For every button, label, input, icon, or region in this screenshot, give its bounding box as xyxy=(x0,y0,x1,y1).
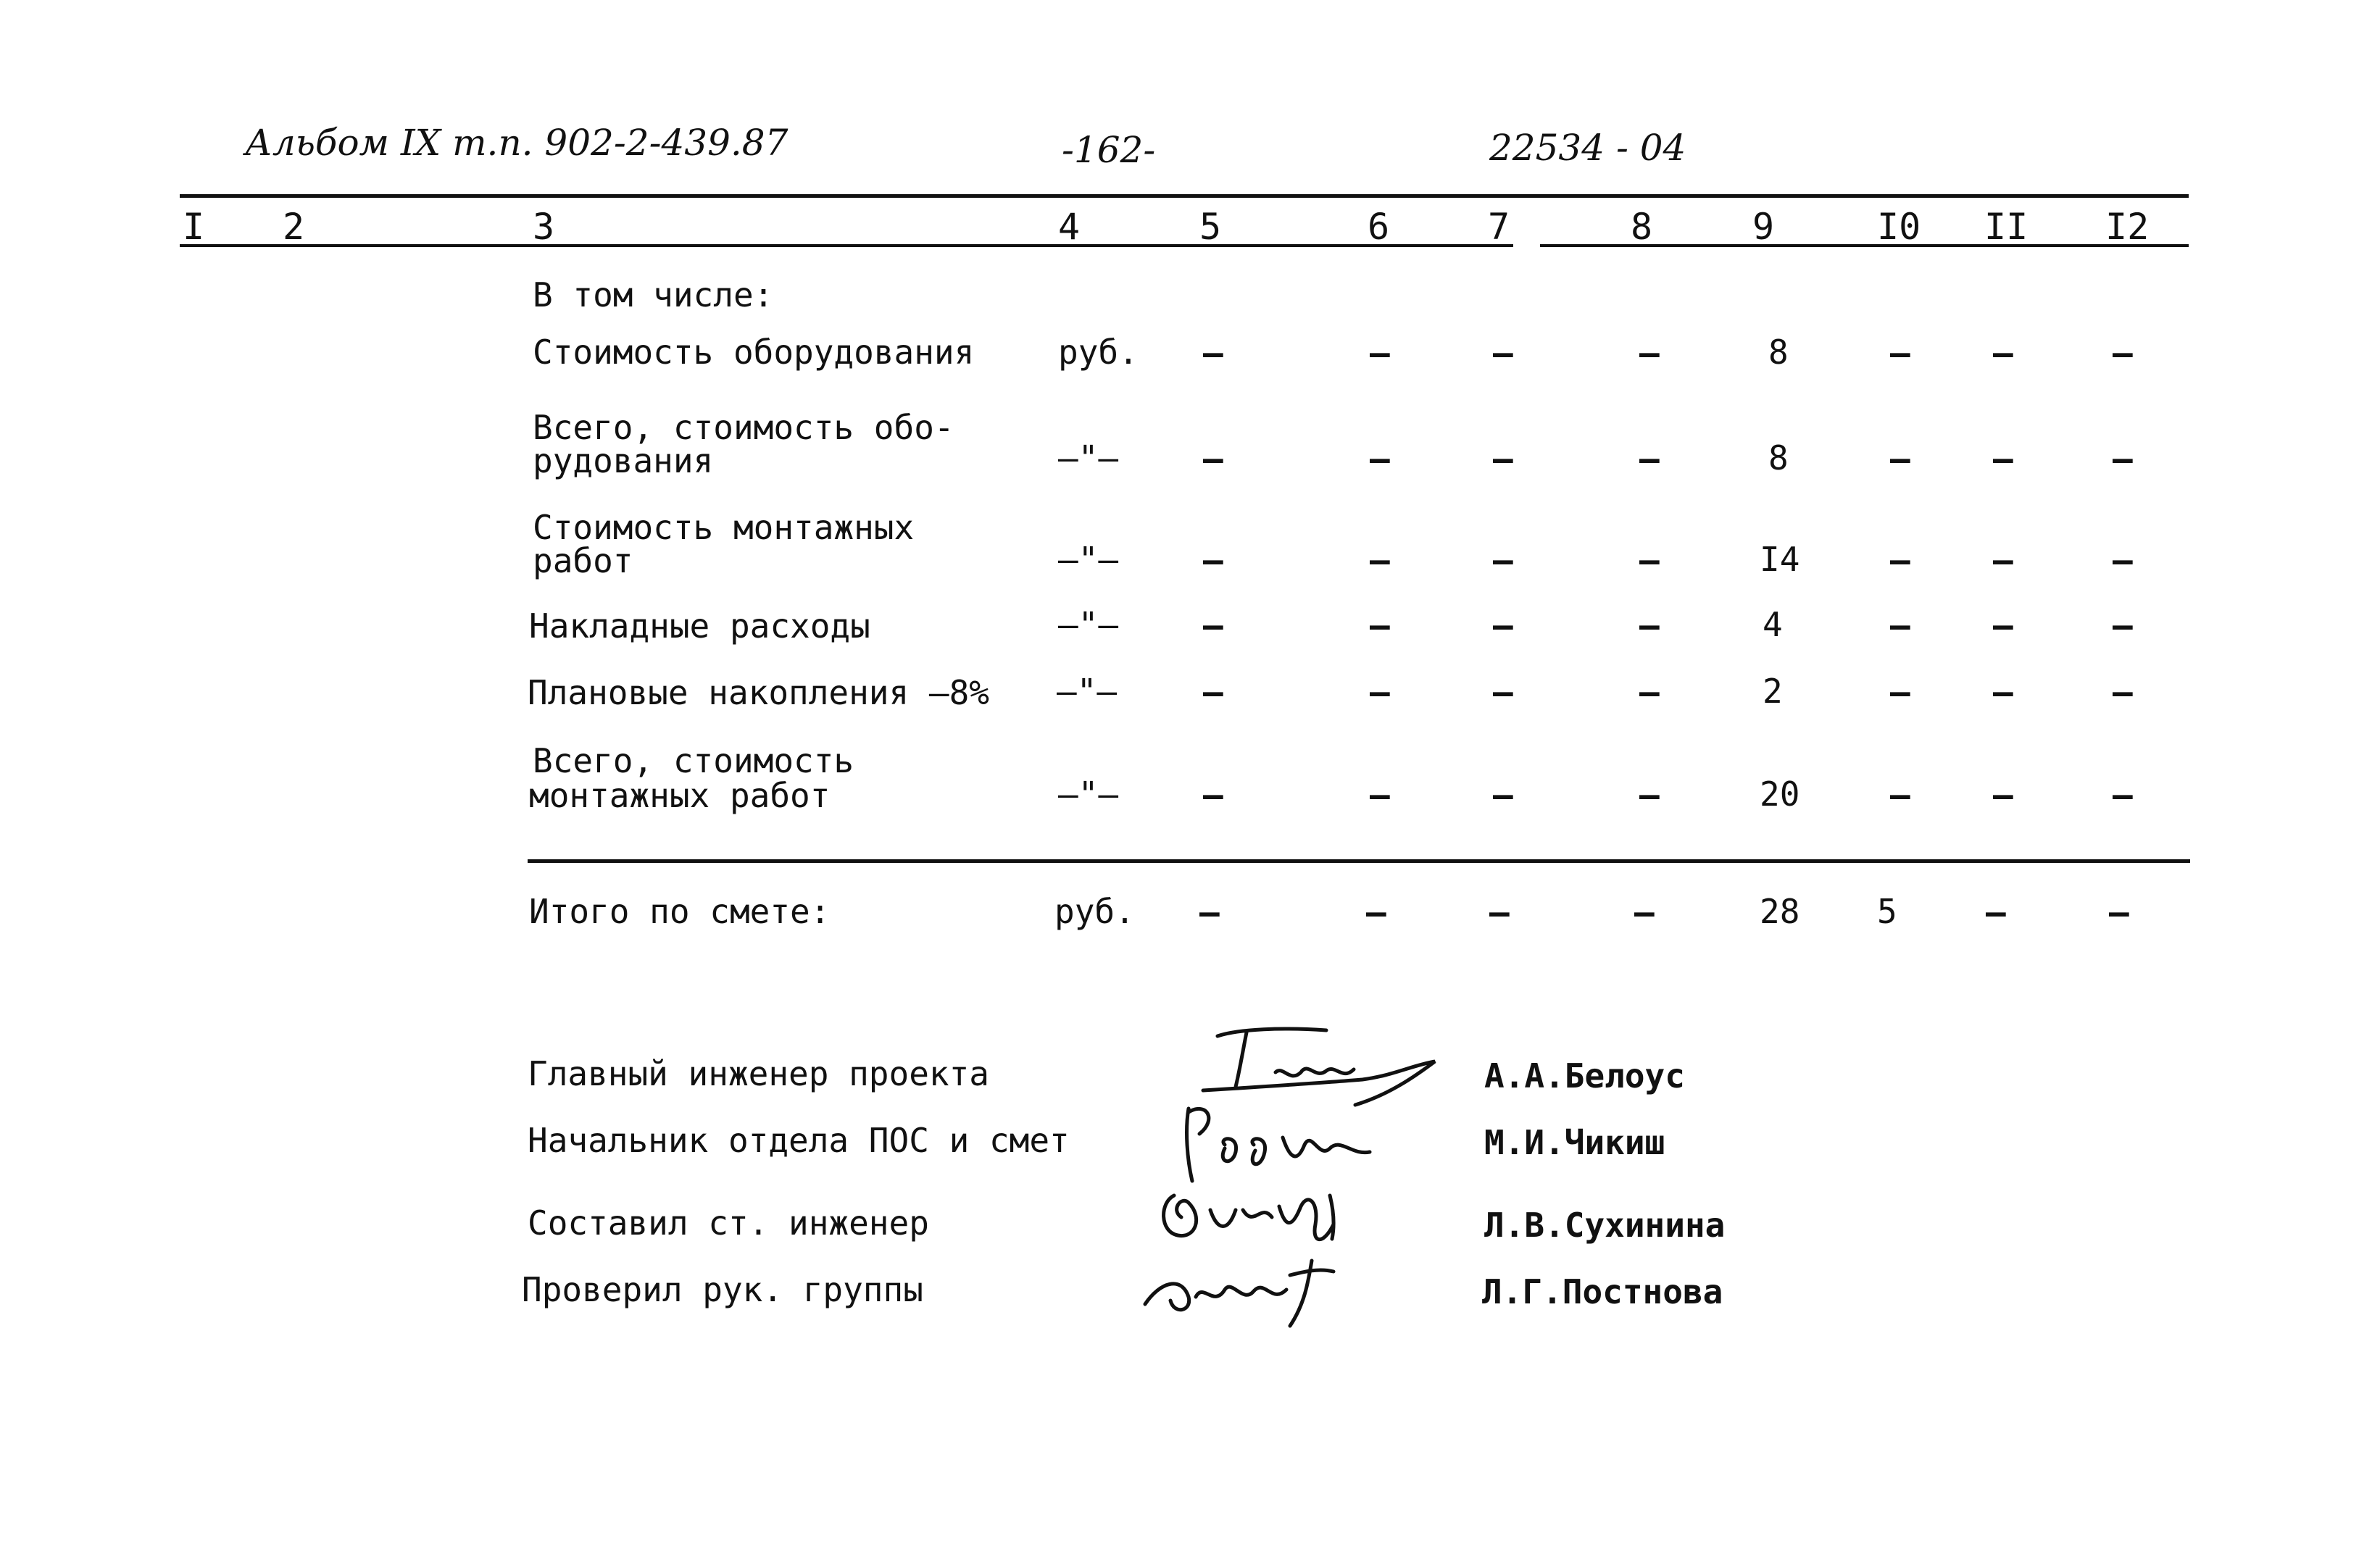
cell-col11: – xyxy=(1993,540,2013,580)
cell-col5: – xyxy=(1203,775,1223,814)
cell-col12: – xyxy=(2113,540,2133,580)
cell-col7: – xyxy=(1493,333,1513,372)
cell-col7: – xyxy=(1493,606,1513,645)
cell-col12: – xyxy=(2113,333,2133,372)
signature-role: Начальник отдела ПОС и смет xyxy=(528,1121,1070,1160)
total-col9: 28 xyxy=(1760,892,1800,931)
cell-col6: – xyxy=(1370,606,1390,645)
total-col12: – xyxy=(2109,893,2129,932)
column-number: 3 xyxy=(533,206,555,248)
total-col6: – xyxy=(1366,893,1386,932)
header-top-rule xyxy=(180,194,2189,198)
cell-col10: – xyxy=(1890,606,1910,645)
cell-col8: – xyxy=(1639,775,1660,814)
cell-col9: 20 xyxy=(1760,775,1800,814)
signature-role: Составил ст. инженер xyxy=(528,1203,929,1243)
cell-col6: – xyxy=(1370,333,1390,372)
cell-col6: – xyxy=(1370,775,1390,814)
signature-name: Л.Г.Постнова xyxy=(1482,1272,1723,1311)
page-number: -162- xyxy=(1062,129,1156,171)
cell-col10: – xyxy=(1890,333,1910,372)
signature-name: М.И.Чикиш xyxy=(1484,1123,1665,1162)
total-label: Итого по смете: xyxy=(529,892,831,931)
album-reference: Альбом IX т.п. 902-2-439.87 xyxy=(245,122,789,164)
row-label-cont: работ xyxy=(533,541,633,580)
signature-role: Проверил рук. группы xyxy=(522,1270,923,1309)
cell-col12: – xyxy=(2113,672,2133,711)
cell-col9: 8 xyxy=(1768,333,1789,372)
cell-col5: – xyxy=(1203,606,1223,645)
cell-col7: – xyxy=(1493,775,1513,814)
cell-col9: I4 xyxy=(1760,540,1800,579)
column-number: 4 xyxy=(1058,206,1081,248)
column-number: 6 xyxy=(1368,206,1390,248)
row-unit: руб. xyxy=(1058,333,1139,372)
cell-col5: – xyxy=(1203,439,1223,478)
row-label-cont: рудования xyxy=(533,441,714,480)
signature-role: Главный инженер проекта xyxy=(528,1054,989,1093)
row-label: Стоимость оборудования xyxy=(533,333,975,372)
document-code: 22534 - 04 xyxy=(1489,127,1686,169)
cell-col11: – xyxy=(1993,333,2013,372)
cell-col11: – xyxy=(1993,439,2013,478)
header-bottom-rule xyxy=(180,244,1513,247)
cell-col12: – xyxy=(2113,439,2133,478)
row-label: Всего, стоимость обо- xyxy=(533,408,954,447)
cell-col9: 2 xyxy=(1763,672,1783,711)
row-unit: –"– xyxy=(1058,540,1119,579)
cell-col7: – xyxy=(1493,439,1513,478)
column-number: 9 xyxy=(1752,206,1775,248)
cell-col5: – xyxy=(1203,333,1223,372)
total-unit: руб. xyxy=(1054,892,1135,931)
cell-col12: – xyxy=(2113,606,2133,645)
row-label: Накладные расходы xyxy=(529,606,870,646)
cell-col10: – xyxy=(1890,439,1910,478)
row-label: Плановые накопления –8% xyxy=(528,673,989,712)
handwritten-signature-4 xyxy=(1131,1246,1377,1333)
cell-col5: – xyxy=(1203,540,1223,580)
cell-col9: 4 xyxy=(1763,605,1783,644)
section-title: В том числе: xyxy=(533,275,774,314)
total-col11: – xyxy=(1986,893,2006,932)
row-unit: –"– xyxy=(1058,775,1119,814)
row-label: Стоимость монтажных xyxy=(533,508,915,547)
cell-col11: – xyxy=(1993,606,2013,645)
total-col8: – xyxy=(1634,893,1655,932)
signature-name: А.А.Белоус xyxy=(1484,1056,1685,1095)
cell-col10: – xyxy=(1890,540,1910,580)
row-label: Всего, стоимость xyxy=(533,741,854,780)
column-number: I0 xyxy=(1877,206,1921,248)
cell-col9: 8 xyxy=(1768,438,1789,477)
cell-col8: – xyxy=(1639,439,1660,478)
cell-col7: – xyxy=(1493,540,1513,580)
column-number: 5 xyxy=(1199,206,1222,248)
column-number: I2 xyxy=(2105,206,2150,248)
cell-col5: – xyxy=(1203,672,1223,711)
cell-col6: – xyxy=(1370,540,1390,580)
total-col5: – xyxy=(1199,893,1220,932)
column-number: 7 xyxy=(1488,206,1510,248)
cell-col11: – xyxy=(1993,775,2013,814)
cell-col7: – xyxy=(1493,672,1513,711)
signature-name: Л.В.Сухинина xyxy=(1484,1206,1726,1245)
cell-col6: – xyxy=(1370,672,1390,711)
total-col7: – xyxy=(1489,893,1510,932)
column-number: 8 xyxy=(1631,206,1653,248)
total-rule xyxy=(528,859,2190,863)
column-number: II xyxy=(1984,206,2029,248)
cell-col12: – xyxy=(2113,775,2133,814)
column-number: I xyxy=(183,206,205,248)
cell-col10: – xyxy=(1890,775,1910,814)
cell-col8: – xyxy=(1639,540,1660,580)
column-number: 2 xyxy=(283,206,305,248)
row-unit: –"– xyxy=(1057,672,1118,711)
cell-col8: – xyxy=(1639,606,1660,645)
handwritten-signature-3 xyxy=(1145,1174,1362,1253)
row-label-cont: монтажных работ xyxy=(529,776,831,815)
cell-col8: – xyxy=(1639,333,1660,372)
total-col10: 5 xyxy=(1877,892,1897,931)
cell-col10: – xyxy=(1890,672,1910,711)
row-unit: –"– xyxy=(1058,605,1119,644)
cell-col11: – xyxy=(1993,672,2013,711)
cell-col6: – xyxy=(1370,439,1390,478)
cell-col8: – xyxy=(1639,672,1660,711)
row-unit: –"– xyxy=(1058,438,1119,477)
